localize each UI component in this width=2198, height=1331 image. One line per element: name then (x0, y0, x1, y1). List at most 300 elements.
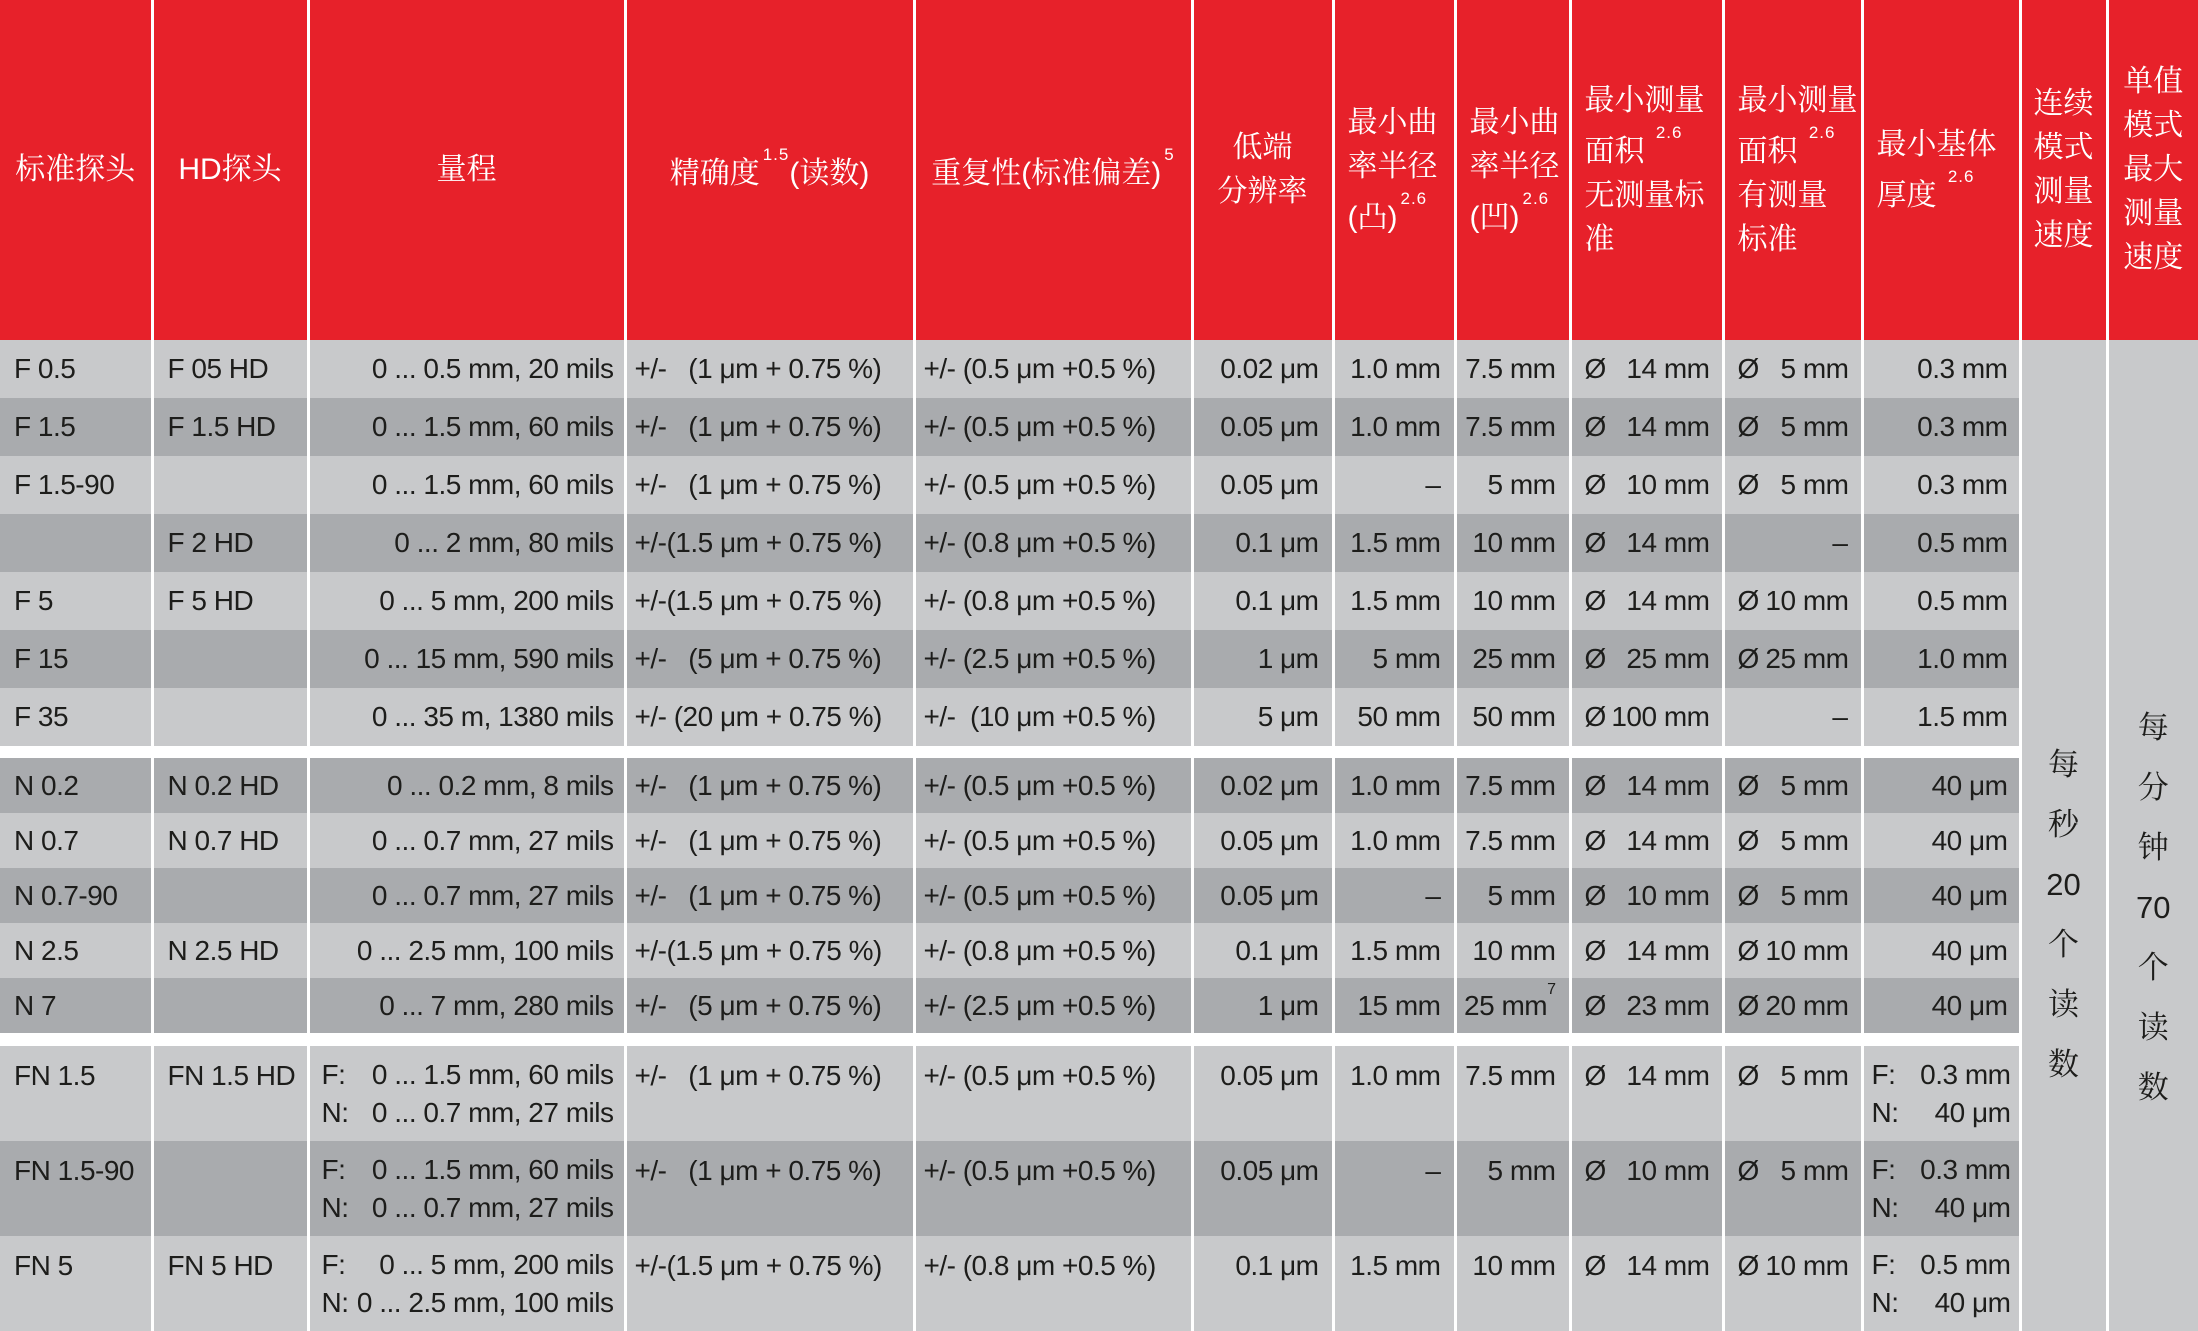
diameter-number: 5 mm (1780, 411, 1849, 442)
vertical-text (2109, 698, 2198, 1118)
diameter-number: 25 mm (1765, 643, 1849, 674)
table-row (0, 630, 2198, 688)
cell-resolution: 0.1 μm (1192, 514, 1333, 572)
diameter-symbol: Ø (1737, 934, 1759, 966)
vertical-text-char: 秒 (2048, 807, 2079, 842)
cell-min-area-with-standard (1723, 813, 1862, 868)
diameter-symbol: Ø (1737, 643, 1759, 674)
repeatability-header (914, 0, 1192, 340)
diameter-number: 23 mm (1626, 989, 1710, 1021)
header-line: 速度 (2033, 219, 2094, 252)
cell-min-area-no-standard (1570, 630, 1723, 688)
cell-radius-concave: 10 mm (1455, 1236, 1570, 1331)
vertical-text-char: 每 (2137, 710, 2169, 745)
separator-cell (0, 1033, 2020, 1046)
range-value: 0 ... 0.7 mm, 27 mils (371, 879, 614, 911)
range-line (310, 1246, 624, 1284)
diameter-number: 5 mm (1780, 469, 1849, 500)
range-value: 0 ... 5 mm, 200 mils (379, 585, 614, 616)
table-row (0, 514, 2198, 572)
diameter-value (1572, 1250, 1722, 1282)
table-header (0, 0, 2198, 340)
range-value: 0 ... 2.5 mm, 100 mils (356, 934, 614, 966)
cell-standard-probe: N 7 (0, 978, 152, 1033)
table-row (0, 572, 2198, 630)
cell-repeatability: +/- (0.8 μm +0.5 %) (914, 572, 1192, 630)
cell-resolution: 0.05 μm (1192, 1046, 1333, 1141)
header-line: 最小测量 (1737, 83, 1858, 117)
cell-min-base-thickness (1862, 630, 2020, 688)
cell-min-area-with-standard (1723, 456, 1862, 514)
cell-range (308, 1046, 625, 1141)
cell-radius-convex: 1.0 mm (1333, 340, 1455, 398)
section-separator (0, 1033, 2198, 1046)
cell-accuracy: +/-(1.5 μm + 0.75 %) (625, 923, 914, 978)
cell-standard-probe (0, 514, 152, 572)
header-line: 连续 (2033, 87, 2094, 120)
cell-standard-probe: FN 1.5-90 (0, 1141, 152, 1236)
diameter-number: 14 mm (1626, 934, 1710, 966)
cell-resolution: 1 μm (1192, 630, 1333, 688)
diameter-value (1725, 1060, 1861, 1092)
header-line: 标准 (1737, 222, 1798, 256)
cell-range (308, 758, 625, 813)
cell-standard-probe: N 0.7-90 (0, 868, 152, 923)
cell-standard-probe: F 1.5 (0, 398, 152, 456)
diameter-number: 20 mm (1765, 989, 1849, 1021)
diameter-value (1572, 701, 1722, 733)
cell-min-base-thickness (1862, 978, 2020, 1033)
cell-range (308, 868, 625, 923)
cell-min-area-no-standard (1570, 514, 1723, 572)
cell-min-base-thickness (1862, 758, 2020, 813)
footnote-superscript: 2.6 (1400, 188, 1428, 208)
header-line: (凸)$^{2.6}$ (1347, 188, 1428, 234)
thickness-value: 40 μm (1931, 824, 2008, 856)
header-line: 单值 (2123, 65, 2184, 98)
range-value: 0 ... 15 mm, 590 mils (364, 643, 614, 674)
diameter-value (1725, 1250, 1861, 1282)
diameter-number: 10 mm (1626, 1155, 1710, 1186)
range-value: 0 ... 2 mm, 80 mils (394, 527, 614, 558)
footnote-superscript: 1.5 (762, 144, 790, 164)
range-value: 0 ... 1.5 mm, 60 mils (371, 411, 614, 442)
footnote-superscript: 5 (1164, 144, 1175, 164)
header-line: 标准探头 (15, 153, 136, 186)
cell-radius-concave: 5 mm (1455, 456, 1570, 514)
cell-min-area-no-standard (1570, 813, 1723, 868)
cell-radius-concave: 50 mm (1455, 688, 1570, 746)
cell-min-base-thickness (1862, 813, 2020, 868)
diameter-symbol: Ø (1737, 989, 1759, 1021)
diameter-value (1725, 469, 1861, 501)
cell-min-area-with-standard (1723, 514, 1862, 572)
diameter-value (1572, 527, 1722, 559)
table-row (0, 758, 2198, 813)
cell-min-area-with-standard (1723, 923, 1862, 978)
diameter-value (1725, 990, 1861, 1022)
cell-min-area-no-standard (1570, 340, 1723, 398)
cell-radius-convex: 1.5 mm (1333, 923, 1455, 978)
vertical-text-char: 数 (2137, 1070, 2169, 1105)
table-row (0, 1046, 2198, 1141)
vertical-text-char: 钟 (2137, 830, 2169, 865)
cell-resolution: 0.05 μm (1192, 813, 1333, 868)
cell-min-area-no-standard (1570, 572, 1723, 630)
min-base-thickness-header (1862, 0, 2020, 340)
diameter-symbol: Ø (1584, 934, 1606, 966)
diameter-value (1572, 411, 1722, 443)
header-line: 低端 (1232, 131, 1293, 164)
diameter-value (1572, 585, 1722, 617)
cell-min-area-with-standard (1723, 758, 1862, 813)
cell-radius-convex: – (1333, 868, 1455, 923)
diameter-symbol: Ø (1584, 643, 1606, 674)
table-row (0, 813, 2198, 868)
cell-standard-probe: F 5 (0, 572, 152, 630)
cell-resolution: 0.1 μm (1192, 572, 1333, 630)
cell-radius-convex: 1.5 mm (1333, 514, 1455, 572)
diameter-value (1725, 880, 1861, 912)
cell-radius-convex: 1.0 mm (1333, 1046, 1455, 1141)
thickness-prefix: N: (1871, 1191, 1899, 1223)
cell-resolution: 0.05 μm (1192, 1141, 1333, 1236)
cell-radius-convex: 1.5 mm (1333, 572, 1455, 630)
diameter-symbol: Ø (1584, 527, 1606, 558)
thickness-value: 0.3 mm (1920, 1058, 2011, 1090)
range-prefix: N: (321, 1096, 349, 1128)
table-row (0, 1236, 2198, 1331)
range-value: 0 ... 0.7 mm, 27 mils (371, 1096, 614, 1128)
cell-radius-convex: 5 mm (1333, 630, 1455, 688)
cell-accuracy: +/- (5 μm + 0.75 %) (625, 978, 914, 1033)
diameter-number: 14 mm (1626, 824, 1710, 856)
header-line: 无测量标 (1584, 178, 1705, 212)
cell-standard-probe: N 0.7 (0, 813, 152, 868)
cell-min-area-no-standard (1570, 758, 1723, 813)
cell-min-base-thickness (1862, 398, 2020, 456)
cell-repeatability: +/- (0.5 μm +0.5 %) (914, 1141, 1192, 1236)
diameter-number: 14 mm (1626, 411, 1710, 442)
range-line (310, 1056, 624, 1094)
table-row (0, 340, 2198, 398)
cell-range (308, 1141, 625, 1236)
header-line: 最小曲 (1469, 105, 1560, 139)
cell-min-base-thickness (1862, 688, 2020, 746)
diameter-value (1572, 825, 1722, 857)
cell-resolution: 0.05 μm (1192, 398, 1333, 456)
cell-min-area-with-standard (1723, 398, 1862, 456)
diameter-value (1725, 643, 1861, 675)
diameter-number: 5 mm (1780, 879, 1849, 911)
diameter-symbol: Ø (1737, 824, 1759, 856)
cell-standard-probe: N 2.5 (0, 923, 152, 978)
cell-min-area-no-standard (1570, 1046, 1723, 1141)
cell-min-area-with-standard (1723, 630, 1862, 688)
diameter-value (1725, 353, 1861, 385)
header-line: 测量 (2033, 175, 2094, 208)
cell-min-base-thickness (1862, 456, 2020, 514)
diameter-value (1572, 353, 1722, 385)
vertical-text-char: 每 (2048, 747, 2079, 782)
cell-hd-probe: N 2.5 HD (152, 923, 308, 978)
thickness-value: 1.0 mm (1917, 643, 2008, 674)
diameter-number: 5 mm (1780, 824, 1849, 856)
cell-min-area-with-standard (1723, 1141, 1862, 1236)
cell-repeatability: +/- (0.5 μm +0.5 %) (914, 340, 1192, 398)
thickness-value: 40 μm (1931, 769, 2008, 801)
range-prefix: N: (321, 1286, 349, 1318)
diameter-symbol: Ø (1584, 411, 1606, 442)
cell-resolution: 0.1 μm (1192, 1236, 1333, 1331)
diameter-value (1725, 935, 1861, 967)
diameter-value (1725, 411, 1861, 443)
cell-standard-probe: F 35 (0, 688, 152, 746)
cell-radius-concave: 5 mm (1455, 1141, 1570, 1236)
cell-min-area-no-standard (1570, 456, 1723, 514)
thickness-value: 0.5 mm (1920, 1248, 2011, 1280)
cell-accuracy: +/- (5 μm + 0.75 %) (625, 630, 914, 688)
range-value: 0 ... 0.5 mm, 20 mils (371, 353, 614, 384)
cell-hd-probe: FN 1.5 HD (152, 1046, 308, 1141)
cell-hd-probe: F 05 HD (152, 340, 308, 398)
low-end-resolution-header (1192, 0, 1333, 340)
thickness-value: 40 μm (1934, 1096, 2011, 1128)
vertical-text-char: 数 (2048, 1047, 2079, 1082)
range-prefix: N: (321, 1191, 349, 1223)
cell-continuous-mode-speed (2020, 340, 2107, 1331)
diameter-value (1572, 469, 1722, 501)
header-line: 分辨率 (1217, 175, 1308, 208)
header-line: 最小基体 (1876, 127, 1997, 161)
diameter-symbol: Ø (1584, 1060, 1606, 1091)
cell-radius-convex: – (1333, 1141, 1455, 1236)
cell-repeatability: +/- (0.5 μm +0.5 %) (914, 398, 1192, 456)
cell-hd-probe: N 0.2 HD (152, 758, 308, 813)
cell-range (308, 630, 625, 688)
cell-standard-probe: FN 1.5 (0, 1046, 152, 1141)
thickness-value: 1.5 mm (1917, 701, 2008, 732)
diameter-number: 14 mm (1626, 1250, 1710, 1281)
cell-range (308, 813, 625, 868)
cell-accuracy: +/- (1 μm + 0.75 %) (625, 813, 914, 868)
cell-range (308, 398, 625, 456)
diameter-number: 10 mm (1765, 1250, 1849, 1281)
cell-radius-concave: 10 mm (1455, 514, 1570, 572)
cell-hd-probe: F 1.5 HD (152, 398, 308, 456)
diameter-number: 5 mm (1780, 1060, 1849, 1091)
cell-range (308, 572, 625, 630)
cell-range (308, 923, 625, 978)
section-separator (0, 746, 2198, 758)
thickness-prefix: F: (1871, 1248, 1896, 1280)
cell-min-area-with-standard (1723, 1046, 1862, 1141)
thickness-value: 40 μm (1931, 879, 2008, 911)
cell-hd-probe (152, 630, 308, 688)
cell-min-area-no-standard (1570, 398, 1723, 456)
diameter-symbol: Ø (1584, 824, 1606, 856)
cell-standard-probe: FN 5 (0, 1236, 152, 1331)
cell-accuracy: +/-(1.5 μm + 0.75 %) (625, 572, 914, 630)
header-line: 模式 (2033, 131, 2094, 164)
diameter-value (1725, 585, 1861, 617)
cell-radius-concave: 7.5 mm (1455, 1046, 1570, 1141)
thickness-value: 0.3 mm (1917, 353, 2008, 384)
cell-range (308, 1236, 625, 1331)
cell-repeatability: +/- (0.5 μm +0.5 %) (914, 813, 1192, 868)
cell-repeatability: +/- (0.5 μm +0.5 %) (914, 456, 1192, 514)
range-value: 0 ... 1.5 mm, 60 mils (371, 1153, 614, 1185)
cell-radius-convex: 50 mm (1333, 688, 1455, 746)
range-value: 0 ... 1.5 mm, 60 mils (371, 469, 614, 500)
diameter-value (1572, 1155, 1722, 1187)
cell-min-base-thickness (1862, 572, 2020, 630)
thickness-value: 0.3 mm (1917, 411, 2008, 442)
cell-range (308, 456, 625, 514)
cell-standard-probe: F 15 (0, 630, 152, 688)
cell-resolution: 5 μm (1192, 688, 1333, 746)
footnote-superscript: 7 (1547, 981, 1556, 999)
footnote-superscript: 2.6 (1808, 122, 1836, 142)
diameter-symbol: Ø (1737, 1155, 1759, 1186)
diameter-value (1572, 770, 1722, 802)
header-line: 有测量 (1737, 178, 1828, 212)
thickness-line (1864, 1246, 2019, 1284)
range-prefix: F: (321, 1058, 346, 1090)
cell-radius-concave: 7.5 mm (1455, 340, 1570, 398)
diameter-number: 14 mm (1626, 353, 1710, 384)
cell-standard-probe: F 1.5-90 (0, 456, 152, 514)
range-value: 0 ... 0.2 mm, 8 mils (387, 769, 614, 801)
cell-min-base-thickness (1862, 868, 2020, 923)
header-line: 准 (1584, 222, 1615, 256)
cell-min-area-with-standard (1723, 1236, 1862, 1331)
cell-accuracy: +/-(1.5 μm + 0.75 %) (625, 1236, 914, 1331)
single-mode-max-speed-header (2107, 0, 2198, 340)
diameter-symbol: Ø (1737, 353, 1759, 384)
table-row (0, 868, 2198, 923)
thickness-value: 40 μm (1934, 1191, 2011, 1223)
range-line (310, 1284, 624, 1322)
vertical-text-char: 20 (2046, 867, 2081, 902)
cell-resolution: 0.05 μm (1192, 868, 1333, 923)
cell-repeatability: +/- (0.8 μm +0.5 %) (914, 923, 1192, 978)
cell-standard-probe: N 0.2 (0, 758, 152, 813)
cell-single-mode-max-speed (2107, 340, 2198, 1331)
diameter-number: 25 mm (1626, 643, 1710, 674)
diameter-symbol: Ø (1584, 353, 1606, 384)
cell-min-area-no-standard (1570, 1141, 1723, 1236)
cell-accuracy: +/- (1 μm + 0.75 %) (625, 456, 914, 514)
diameter-number: 14 mm (1626, 1060, 1710, 1091)
vertical-text-char: 个 (2137, 950, 2169, 985)
diameter-symbol: Ø (1584, 585, 1606, 616)
diameter-symbol: Ø (1737, 411, 1759, 442)
no-value-dash: – (1832, 527, 1848, 558)
header-line: 率半径 (1347, 149, 1438, 183)
diameter-value (1725, 825, 1861, 857)
thickness-value: 0.3 mm (1917, 469, 2008, 500)
cell-accuracy: +/- (1 μm + 0.75 %) (625, 1046, 914, 1141)
diameter-value (1725, 770, 1861, 802)
cell-min-area-with-standard (1723, 868, 1862, 923)
diameter-symbol: Ø (1737, 469, 1759, 500)
cell-radius-convex: 1.0 mm (1333, 813, 1455, 868)
cell-min-area-no-standard (1570, 868, 1723, 923)
cell-radius-concave: 7.5 mm (1455, 398, 1570, 456)
cell-min-area-with-standard (1723, 688, 1862, 746)
cell-radius-concave: 25 $mm^7$ (1455, 978, 1570, 1033)
cell-radius-convex: 1.0 mm (1333, 398, 1455, 456)
cell-min-base-thickness (1862, 1141, 2020, 1236)
header-line: 测量 (2123, 197, 2184, 230)
cell-radius-concave: 5 mm (1455, 868, 1570, 923)
diameter-value (1725, 1155, 1861, 1187)
thickness-value: 40 μm (1934, 1286, 2011, 1318)
cell-radius-convex: 1.0 mm (1333, 758, 1455, 813)
header-line: 最小曲 (1347, 105, 1438, 139)
diameter-number: 14 mm (1626, 585, 1710, 616)
diameter-symbol: Ø (1584, 769, 1606, 801)
cell-min-area-with-standard (1723, 978, 1862, 1033)
vertical-text-char: 读 (2048, 987, 2079, 1022)
diameter-symbol: Ø (1584, 879, 1606, 911)
header-line: 精确度$^{1.5}$(读数) (669, 144, 870, 190)
table-row (0, 978, 2198, 1033)
vertical-text-char: 读 (2137, 1010, 2169, 1045)
cell-min-base-thickness (1862, 923, 2020, 978)
header-line: 最大 (2123, 153, 2184, 186)
cell-min-area-with-standard (1723, 340, 1862, 398)
vertical-text (2022, 735, 2106, 1095)
cell-hd-probe: N 0.7 HD (152, 813, 308, 868)
cell-radius-concave: 10 mm (1455, 923, 1570, 978)
cell-radius-convex: 15 mm (1333, 978, 1455, 1033)
cell-min-base-thickness (1862, 340, 2020, 398)
cell-resolution: 0.05 μm (1192, 456, 1333, 514)
cell-repeatability: +/- (0.5 μm +0.5 %) (914, 758, 1192, 813)
header-line: 速度 (2123, 241, 2184, 274)
cell-accuracy: +/-(1.5 μm + 0.75 %) (625, 514, 914, 572)
diameter-symbol: Ø (1584, 701, 1606, 732)
table-row (0, 398, 2198, 456)
header-line: 量程 (436, 153, 497, 186)
range-value: 0 ... 2.5 mm, 100 mils (356, 1286, 614, 1318)
thickness-value: 40 μm (1931, 934, 2008, 966)
cell-min-base-thickness (1862, 1046, 2020, 1141)
table-row (0, 688, 2198, 746)
cell-hd-probe (152, 1141, 308, 1236)
thickness-line (1864, 1189, 2019, 1227)
diameter-number: 10 mm (1626, 879, 1710, 911)
header-line: 面积 $^{2.6}$ (1584, 122, 1683, 168)
header-line: 重复性(标准偏差)$^5$ (931, 144, 1175, 190)
diameter-number: 14 mm (1626, 527, 1710, 558)
cell-radius-concave: 25 mm (1455, 630, 1570, 688)
diameter-symbol: Ø (1584, 1155, 1606, 1186)
cell-range (308, 978, 625, 1033)
diameter-value (1572, 1060, 1722, 1092)
thickness-line (1864, 1094, 2019, 1132)
cell-hd-probe (152, 456, 308, 514)
cell-repeatability: +/- (0.5 μm +0.5 %) (914, 868, 1192, 923)
header-line: HD探头 (178, 153, 282, 186)
no-value-dash: – (1832, 701, 1848, 732)
thickness-line (1864, 1151, 2019, 1189)
header-line: (凹)$^{2.6}$ (1469, 188, 1550, 234)
cell-min-base-thickness (1862, 514, 2020, 572)
cell-hd-probe (152, 978, 308, 1033)
